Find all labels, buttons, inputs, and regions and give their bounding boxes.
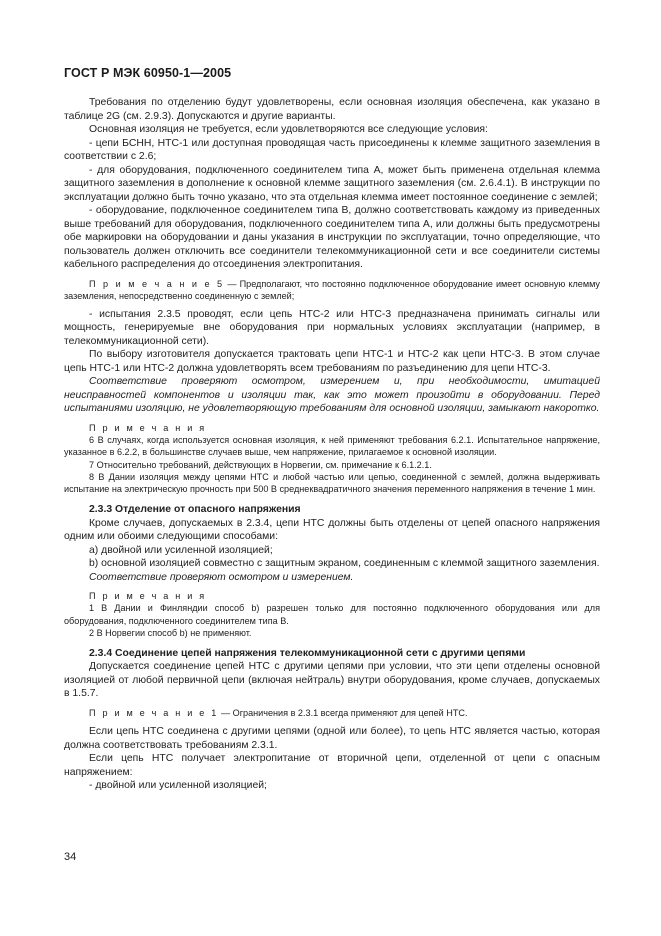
paragraph: Требования по отделению будут удовлетворены, если основная изоляция обеспечена, как указано в таблице 2G (см. 2.9.3). Допускаются и другие варианты. [64, 97, 600, 122]
paragraph: Основная изоляция не требуется, если удовлетворяются все следующие условия: [89, 124, 488, 135]
list-item: - двойной или усиленной изоляцией; [89, 780, 267, 792]
list-item: b) основной изоляцией совместно с защитным экраном, соединенным с клеммой защитного заземления. [89, 558, 600, 570]
note-2: 2 В Норвегии способ b) не применяют. [89, 627, 252, 638]
compliance-text: Соответствие проверяют осмотром и измерением. [89, 571, 354, 583]
paragraph: Кроме случаев, допускаемых в 2.3.4, цепи НТС должны быть отделены от цепей опасного напряжения одним или обоими следующими способами: [64, 517, 600, 543]
notes-heading: П р и м е ч а н и я [89, 591, 207, 602]
paragraph: По выбору изготовителя допускается трактовать цепи НТС-1 и НТС-2 как цепи НТС-3. В этом случае цепь НТС-1 или НТС-2 должна удовлетворять всем требованиям по разъединению для цепи НТС-3. [64, 349, 600, 374]
list-item: - для оборудования, подключенного соединителем типа А, может быть применена отдельная клемма защитного заземления в дополнение к основной клемме защитного заземления (см. 2.6.4.1). В инструкции по эксплуатации должно быть точно указано, что эта отдельная клемма имеет постоянное соединение с землей; [64, 164, 600, 203]
note-text: — Ограничения в 2.3.1 всегда применяют для цепей НТС. [218, 707, 468, 718]
paragraph: Допускается соединение цепей НТС с другими цепями при условии, что эти цепи отделены основной изоляцией от любой первичной цепи (включая нейтраль) внутри оборудования, кроме случаев, допускаемых в 1.5.7. [64, 661, 600, 700]
note-1-limit [64, 707, 600, 719]
document-header: ГОСТ Р МЭК 60950-1—2005 [64, 66, 232, 80]
paragraph: Если цепь НТС соединена с другими цепями (одной или более), то цепь НТС является частью, которая должна соответствовать требованиям 2.3.1. [64, 726, 600, 751]
section-heading-2-3-3: 2.3.3 Отделение от опасного напряжения [89, 504, 301, 516]
page-number: 34 [64, 851, 77, 863]
paragraph: Если цепь НТС получает электропитание от вторичной цепи, отделенной от цепи с опасным напряжением: [64, 753, 600, 778]
note-label: П р и м е ч а н и е 1 [89, 707, 219, 718]
note-8: 8 В Дании изоляция между цепями НТС и любой частью или цепью, соединенной с землей, должна выдерживать испытание на электрическую прочность при 500 В среднеквадратичного значения переменного напряжения в течение 1 мин. [64, 471, 600, 494]
note-5 [64, 278, 600, 302]
note-label: П р и м е ч а н и е 5 [89, 278, 225, 289]
list-item: a) двойной или усиленной изоляцией; [89, 544, 273, 556]
note-7: 7 Относительно требований, действующих в Норвегии, см. примечание к 6.1.2.1. [89, 459, 432, 470]
note-6: 6 В случаях, когда используется основная изоляция, к ней применяют требования 6.2.1. Испытательное напряжение, указанное в 6.2.2, в большинстве случаев выше, чем напряжение, прилагаемое к основной изоляции. [64, 435, 600, 458]
list-item: - оборудование, подключенное соединителем типа В, должно соответствовать каждому из приведенных выше требований для оборудования, подключенного соединителем типа А, или должны быть предусмотрены обе маркировки на оборудовании и даны указания в инструкции по эксплуатации, точно определяющие, что пользователь должен отключить все соединители телекоммуникационной сети и все соединители системы кабельного распределения до отсоединения электропитания. [64, 205, 600, 270]
notes-heading: П р и м е ч а н и я [89, 422, 207, 433]
note-1: 1 В Дании и Финляндии способ b) разрешен только для постоянно подключенного оборудования или для оборудования, подключенного соединителем типа В. [64, 603, 600, 626]
note-text: — Предполагают, что постоянно подключенное оборудование имеет основную клемму заземления, непосредственно соединенную с землей; [64, 278, 600, 301]
list-item: - цепи БСНН, НТС-1 или доступная проводящая часть присоединены к клемме защитного заземления в соответствии с 2.6; [64, 137, 600, 162]
section-heading-2-3-4: 2.3.4 Соединение цепей напряжения телекоммуникационной сети с другими цепями [89, 647, 526, 659]
list-item: - испытания 2.3.5 проводят, если цепь НТС-2 или НТС-3 предназначена принимать сигналы или мощность, генерируемые вне оборудования при нормальных условиях эксплуатации (например, в телекоммуникационной сети). [64, 308, 600, 347]
document-body [64, 96, 600, 793]
compliance-text: Соответствие проверяют осмотром, измерением и, при необходимости, имитацией неисправностей компонентов и изоляции так, как это может произойти в оборудовании. Перед испытаниями изоляцию, не удовлетворяющую требованиям для основной изоляции, замыкают накоротко. [64, 376, 600, 415]
